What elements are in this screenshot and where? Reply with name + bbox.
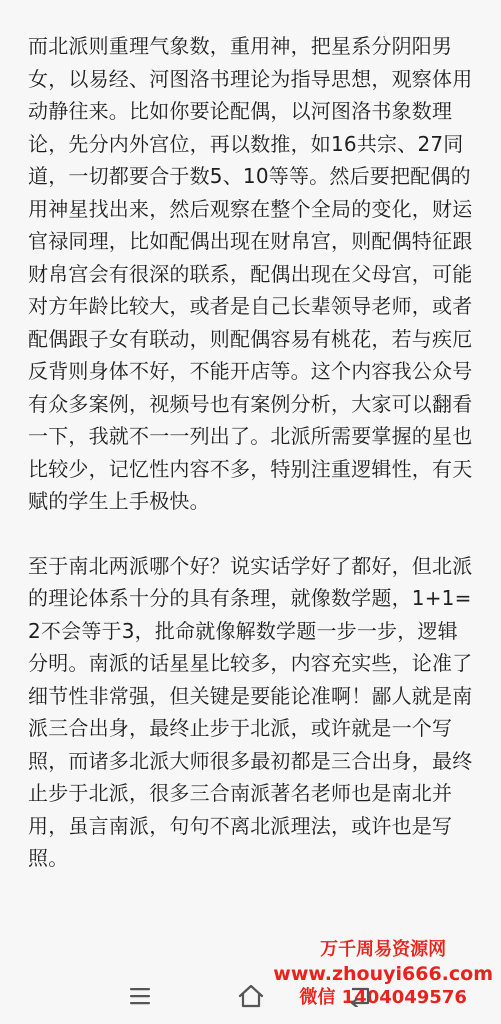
system-nav-bar: [0, 966, 501, 1024]
watermark-url: www.zhouyi666.com: [273, 963, 493, 985]
menu-icon: [129, 987, 151, 1005]
menu-button[interactable]: [120, 978, 160, 1014]
watermark-wechat: 微信 1404049576: [299, 987, 467, 1008]
back-icon: [348, 985, 372, 1007]
back-button[interactable]: [340, 978, 380, 1014]
home-button[interactable]: [231, 978, 271, 1014]
article-paragraph: 至于南北两派哪个好？说实话学好了都好，但北派的理论体系十分的具有条理，就像数学题，1+1=2不会等于3，批命就像解数学题一步一步，逻辑分明。南派的话星星比较多，内容充实些，论准了细节性非常强，但关键是要能论准啊！鄙人就是南派三合出身，最终止步于北派，或许就是一个写照，而诸多北派大师很多最初都是三合出身，最终止步于北派，很多三合南派著名老师也是南北并用，虽言南派，句句不离北派理法，或许也是写照。: [28, 553, 473, 870]
article-paragraph: 而北派则重理气象数，重用神，把星系分阴阳男女，以易经、河图洛书理论为指导思想，观察体用动静往来。比如你要论配偶，以河图洛书象数理论，先分内外宫位，再以数推，如16共宗、27同道，一切都要合于数5、10等等。然后要把配偶的用神星找出来，然后观察在整个全局的变化，财运官禄同理，比如配偶出现在财帛宫，则配偶特征跟财帛宫会有很深的联系，配偶出现在父母宫，可能对方年龄比较大，或者是自己长辈领导老师，或者配偶跟子女有联动，则配偶容易有桃花，若与疾厄反背则身体不好，不能开店等。这个内容我公众号有众多案例，视频号也有案例分析，大家可以翻看一下，我就不一一列出了。北派所需要掌握的星也比较少，记忆性内容不多，特别注重逻辑性，有天赋的学生上手极快。: [28, 34, 473, 513]
home-icon: [237, 984, 265, 1008]
watermark-site-name: 万千周易资源网: [320, 939, 447, 960]
article-body: [28, 30, 478, 875]
